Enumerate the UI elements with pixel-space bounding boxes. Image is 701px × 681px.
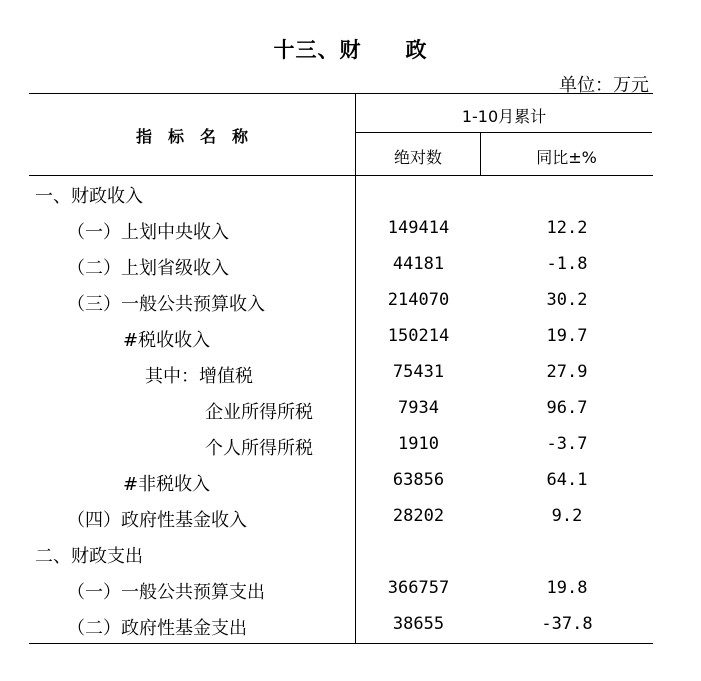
header-period: 1-10月累计 <box>461 107 547 126</box>
row-name: 其中：增值税 <box>145 366 253 387</box>
row-name: （一）一般公共预算支出 <box>67 582 265 603</box>
row-absolute-value: 149414 <box>387 218 450 238</box>
row-name: 企业所得所税 <box>205 402 313 423</box>
row-absolute-value: 28202 <box>392 506 445 526</box>
table-row <box>29 464 653 500</box>
row-name: （一）上划中央收入 <box>67 222 229 243</box>
row-name: （二）上划省级收入 <box>67 258 229 279</box>
row-yoy-value: -37.8 <box>541 614 593 634</box>
table-row <box>29 356 653 392</box>
table-row <box>29 536 653 572</box>
table-row <box>29 428 653 464</box>
header-yoy: 同比±% <box>536 148 597 167</box>
header-absolute: 绝对数 <box>393 148 442 167</box>
table-row <box>29 284 653 320</box>
table-row <box>29 320 653 356</box>
header-period-divider <box>356 132 652 133</box>
header-indicator: 指 标 名 称 <box>135 127 248 146</box>
row-name: 一、财政收入 <box>35 186 143 207</box>
row-name: #非税收入 <box>123 474 211 495</box>
row-name: （三）一般公共预算收入 <box>67 294 265 315</box>
row-yoy-value: -3.7 <box>546 434 588 454</box>
row-yoy-value: 64.1 <box>546 470 588 490</box>
row-yoy-value: 96.7 <box>546 398 588 418</box>
table-row <box>29 572 653 608</box>
row-yoy-value: 30.2 <box>546 290 588 310</box>
row-absolute-value: 7934 <box>398 398 439 418</box>
row-absolute-value: 75431 <box>392 362 445 382</box>
row-name: 个人所得所税 <box>205 438 313 459</box>
row-name: （二）政府性基金支出 <box>67 618 247 639</box>
table-row <box>29 608 653 644</box>
unit-label: 单位：万元 <box>559 75 649 96</box>
table-row <box>29 392 653 428</box>
row-yoy-value: 12.2 <box>546 218 588 238</box>
row-absolute-value: 214070 <box>387 290 450 310</box>
row-yoy-value: 19.8 <box>546 578 588 598</box>
page-title: 十三、财 政 <box>273 38 428 62</box>
table-row <box>29 500 653 536</box>
row-yoy-value: 19.7 <box>546 326 588 346</box>
table-row <box>29 248 653 284</box>
row-absolute-value: 63856 <box>392 470 445 490</box>
row-yoy-value: 9.2 <box>551 506 583 526</box>
table-row <box>29 176 653 212</box>
row-absolute-value: 1910 <box>398 434 439 454</box>
row-absolute-value: 38655 <box>392 614 445 634</box>
row-absolute-value: 44181 <box>392 254 445 274</box>
row-yoy-value: -1.8 <box>546 254 588 274</box>
table-top-rule <box>29 93 653 94</box>
row-name: 二、财政支出 <box>35 546 143 567</box>
row-yoy-value: 27.9 <box>546 362 588 382</box>
row-absolute-value: 150214 <box>387 326 450 346</box>
row-name: （四）政府性基金收入 <box>67 510 247 531</box>
row-absolute-value: 366757 <box>387 578 450 598</box>
table-row <box>29 212 653 248</box>
row-name: #税收收入 <box>123 330 211 351</box>
